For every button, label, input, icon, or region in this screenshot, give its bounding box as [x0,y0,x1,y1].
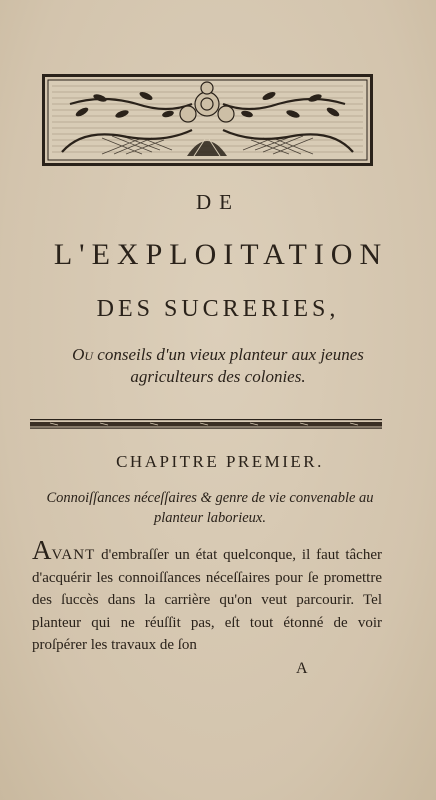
title-line-3: DES SUCRERIES, [96,296,340,322]
signature-mark: A [296,660,308,677]
title-line-2: L'EXPLOITATION [53,238,389,271]
body-paragraph [32,535,382,657]
subtitle-lead: Ou [72,345,94,364]
title-line-1: DE [196,190,240,214]
drop-cap: A [32,535,52,565]
decorative-rule [30,419,382,429]
chapter-heading: CHAPITRE PREMIER. [116,452,324,471]
floral-headpiece-ornament [42,74,373,166]
chapter-subheading: Connoiſſances néceſſaires & genre de vie convenable au planteur laborieux. [46,490,374,526]
subtitle [30,344,406,388]
first-word-rest: VANT [51,547,96,563]
body-text: d'embraſſer un état quelconque, il faut tâcher d'acquérir les connoiſſances néceſſaires pour ſe promettre des ſuccès dans la carrière qu'on veut parcourir. Tel planteur qui ne réuſſit pas, eſt tout étonné de voir proſpérer les travaux de ſon [32,547,382,653]
subtitle-text: conseils d'un vieux planteur aux jeunes agriculteurs des colonies. [97,345,364,386]
